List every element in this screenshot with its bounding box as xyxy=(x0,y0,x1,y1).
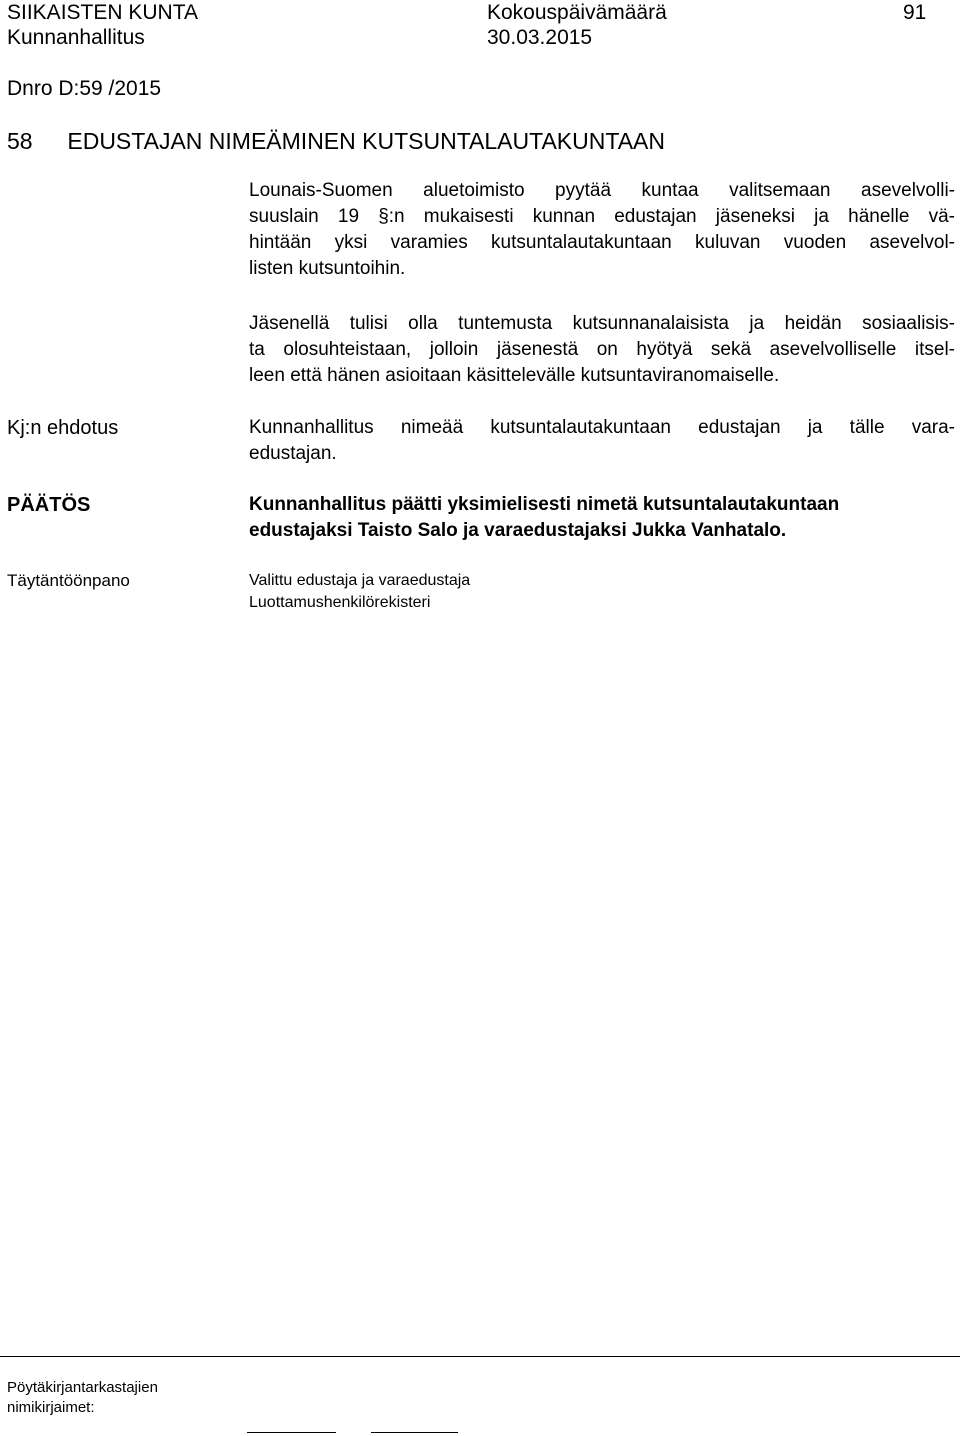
paragraph-line: Kunnanhallitus nimeää kutsuntalautakuntaan edustajan ja tälle vara- xyxy=(249,417,955,438)
signature-line-1 xyxy=(247,1432,336,1433)
governing-body: Kunnanhallitus xyxy=(7,26,145,49)
paragraph-line: ta olosuhteistaan, jolloin jäsenestä on hyötyä sekä asevelvolliselle itsel- xyxy=(249,339,955,360)
footer-line: Pöytäkirjantarkastajien xyxy=(7,1379,158,1396)
paragraph-line: hintään yksi varamies kutsuntalautakuntaan kuluvan vuoden asevelvol- xyxy=(249,232,955,253)
implementation-line: Valittu edustaja ja varaedustaja xyxy=(249,572,471,589)
paragraph-line: edustajaksi Taisto Salo ja varaedustajaksi Jukka Vanhatalo. xyxy=(249,520,787,541)
paragraph-line: listen kutsuntoihin. xyxy=(249,258,406,279)
section-heading xyxy=(7,127,665,155)
paragraph-line: leen että hänen asioitaan käsittelevälle kutsuntaviranomaiselle. xyxy=(249,365,780,386)
paragraph-member-requirements xyxy=(249,311,955,389)
paragraph-line: edustajan. xyxy=(249,443,337,464)
signature-line-2 xyxy=(371,1432,458,1433)
footer-line: nimikirjaimet: xyxy=(7,1399,95,1416)
footer-divider xyxy=(0,1356,960,1357)
implementation-line: Luottamushenkilörekisteri xyxy=(249,594,431,611)
proposal-text xyxy=(249,415,955,467)
paragraph-line: Lounais-Suomen aluetoimisto pyytää kuntaa valitsemaan asevelvolli- xyxy=(249,180,955,201)
municipality-name: SIIKAISTEN KUNTA xyxy=(7,1,198,24)
paragraph-line: suuslain 19 §:n mukaisesti kunnan edustajan jäseneksi ja hänelle vä- xyxy=(249,206,955,227)
implementation-label: Täytäntöönpano xyxy=(7,571,130,590)
decision-text xyxy=(249,492,955,544)
implementation-text xyxy=(249,570,470,614)
proposal-label: Kj:n ehdotus xyxy=(7,417,119,439)
meeting-date-label: Kokouspäivämäärä xyxy=(487,1,667,24)
footer-inspectors-label xyxy=(7,1378,158,1418)
document-register-number: Dnro D:59 /2015 xyxy=(7,77,162,100)
paragraph-line: Kunnanhallitus päätti yksimielisesti nimetä kutsuntalautakuntaan xyxy=(249,494,840,515)
meeting-date: 30.03.2015 xyxy=(487,26,593,49)
decision-label: PÄÄTÖS xyxy=(7,494,91,516)
page-number: 91 xyxy=(903,1,927,24)
section-title: EDUSTAJAN NIMEÄMINEN KUTSUNTALAUTAKUNTAAN xyxy=(67,128,666,154)
paragraph-line: Jäsenellä tulisi olla tuntemusta kutsunnanalaisista ja heidän sosiaalisis- xyxy=(249,313,955,334)
section-number: 58 xyxy=(7,128,33,154)
paragraph-request xyxy=(249,178,955,282)
